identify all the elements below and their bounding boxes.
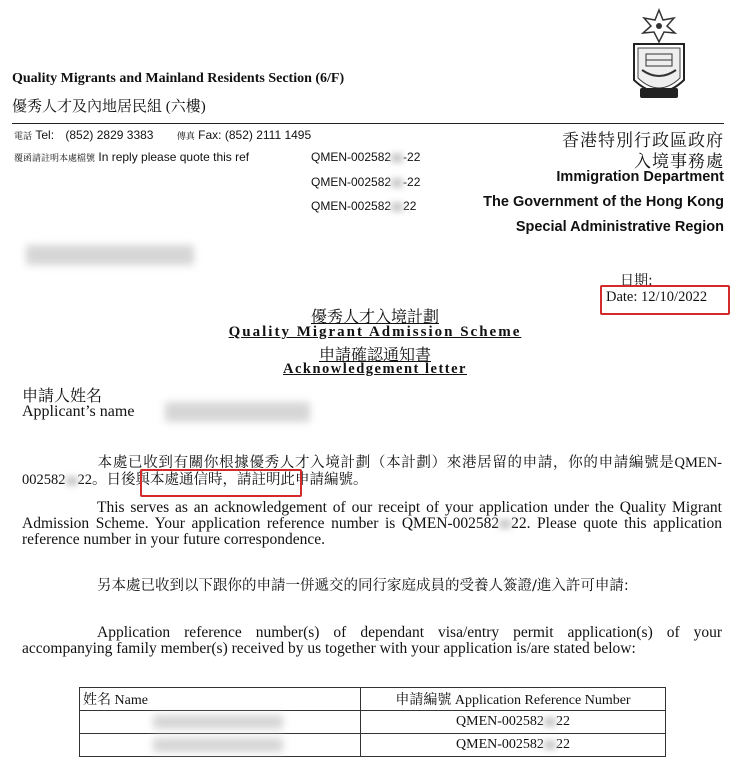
- tel-label: Tel:: [35, 128, 55, 142]
- ref-number: QMEN-002582: [456, 714, 544, 729]
- dept-zh-line2: 入境事務處: [634, 152, 724, 172]
- table-cell-name: [80, 734, 361, 757]
- tel-zh-label: 電話: [14, 131, 33, 141]
- section-title-zh: 優秀人才及內地居民組 (六樓): [12, 99, 206, 115]
- ref-suffix: 22: [555, 714, 570, 729]
- paragraph-en-text: This serves as an acknowledgement of our receipt of your application under the Quality Migrant Admission Scheme. Your application reference number is QMEN-002582: [22, 499, 722, 532]
- paragraph-zh-receipt: [22, 455, 722, 489]
- redaction-mark: [391, 153, 403, 163]
- date-en-label: Date:: [606, 289, 638, 305]
- paragraph-en-dependants-text: Application reference number(s) of dependant visa/entry permit application(s) of your accompanying family member(s) received by us together with your application is/are stated below:: [22, 624, 722, 657]
- table-header-name: 姓名 Name: [80, 688, 361, 711]
- table-row: [80, 711, 666, 734]
- ref-suffix: -22: [403, 175, 421, 189]
- table-cell-name: [80, 711, 361, 734]
- hk-emblem-icon: [628, 8, 690, 106]
- reply-en-label: In reply please quote this ref: [98, 150, 250, 164]
- dept-en-line2: The Government of the Hong Kong: [483, 194, 724, 210]
- fax-zh-label: 傳真: [176, 131, 195, 141]
- title-zh-scheme: 優秀人才入境計劃: [310, 307, 439, 326]
- title-en-letter: Acknowledgement letter: [283, 361, 467, 377]
- redaction-mark: [391, 202, 403, 212]
- redacted-address: [26, 245, 194, 265]
- redaction-mark: [499, 519, 511, 529]
- section-title-en: Quality Migrants and Mainland Residents Section (6/F): [12, 71, 345, 86]
- paragraph-zh-end: 。日後與本處通信時，請註明此申請編號。: [92, 472, 368, 488]
- paragraph-zh-dependants: [22, 578, 722, 595]
- reply-zh-label: 覆函請註明本處檔號: [14, 153, 96, 163]
- redacted-name: [153, 715, 283, 729]
- ref-number: QMEN-002582: [311, 150, 392, 164]
- title-en-scheme: Quality Migrant Admission Scheme: [228, 324, 522, 340]
- applicant-en-label: Applicant’s name: [22, 403, 135, 420]
- ref-number: QMEN-002582: [311, 199, 392, 213]
- redaction-mark: [391, 178, 403, 188]
- fax-label: Fax:: [198, 128, 222, 142]
- redaction-mark: [544, 740, 556, 750]
- fax-number: (852) 2111 1495: [224, 128, 312, 142]
- ref-suffix: 22: [77, 472, 92, 488]
- ref-number: QMEN-002582: [22, 455, 722, 488]
- paragraph-zh-text: 本處已收到有關你根據優秀人才入境計劃（本計劃）來港居留的申請，你的申請編號是: [97, 455, 675, 471]
- dept-en-line3: Special Administrative Region: [515, 219, 724, 235]
- dependant-ref-table: [79, 687, 666, 757]
- ref-highlight-box: [140, 469, 302, 497]
- paragraph-en-end: 22. Please quote this application reference number in your future correspondence.: [22, 515, 722, 548]
- table-cell-ref: [361, 734, 666, 757]
- ref-suffix: 22: [403, 199, 417, 213]
- reply-ref-line: [14, 150, 249, 164]
- table-header-row: [80, 688, 666, 711]
- date-value: 12/10/2022: [641, 289, 708, 305]
- table-row: [80, 734, 666, 757]
- paragraph-zh-dependants-text: 另本處已收到以下跟你的申請一併遞交的同行家庭成員的受養人簽證/進入許可申請:: [97, 578, 629, 594]
- redaction-mark: [544, 717, 556, 727]
- date-zh-label: 日期:: [620, 273, 653, 289]
- title-zh-letter: 申請確認通知書: [318, 345, 431, 364]
- dept-en-line1: Immigration Department: [556, 169, 724, 185]
- ref-number: QMEN-002582: [311, 175, 392, 189]
- redaction-mark: [66, 476, 78, 486]
- tel-line: [14, 128, 311, 142]
- ref-suffix: 22: [555, 737, 570, 752]
- dept-zh-line1: 香港特別行政區政府: [562, 131, 724, 151]
- table-header-ref: 申請編號 Application Reference Number: [361, 688, 666, 711]
- applicant-zh-label: 申請人姓名: [22, 386, 103, 405]
- ref-line-1: [311, 150, 420, 164]
- redacted-name: [153, 738, 283, 752]
- paragraph-en-dependants: [22, 625, 722, 657]
- paragraph-en-receipt: [22, 500, 722, 548]
- ref-line-2: [311, 175, 420, 189]
- ref-suffix: -22: [403, 150, 421, 164]
- header-divider: [12, 123, 724, 124]
- table-cell-ref: [361, 711, 666, 734]
- redacted-applicant-name: [165, 402, 310, 422]
- ref-number: QMEN-002582: [456, 737, 544, 752]
- tel-number: (852) 2829 3383: [65, 128, 154, 142]
- ref-line-3: [311, 199, 416, 213]
